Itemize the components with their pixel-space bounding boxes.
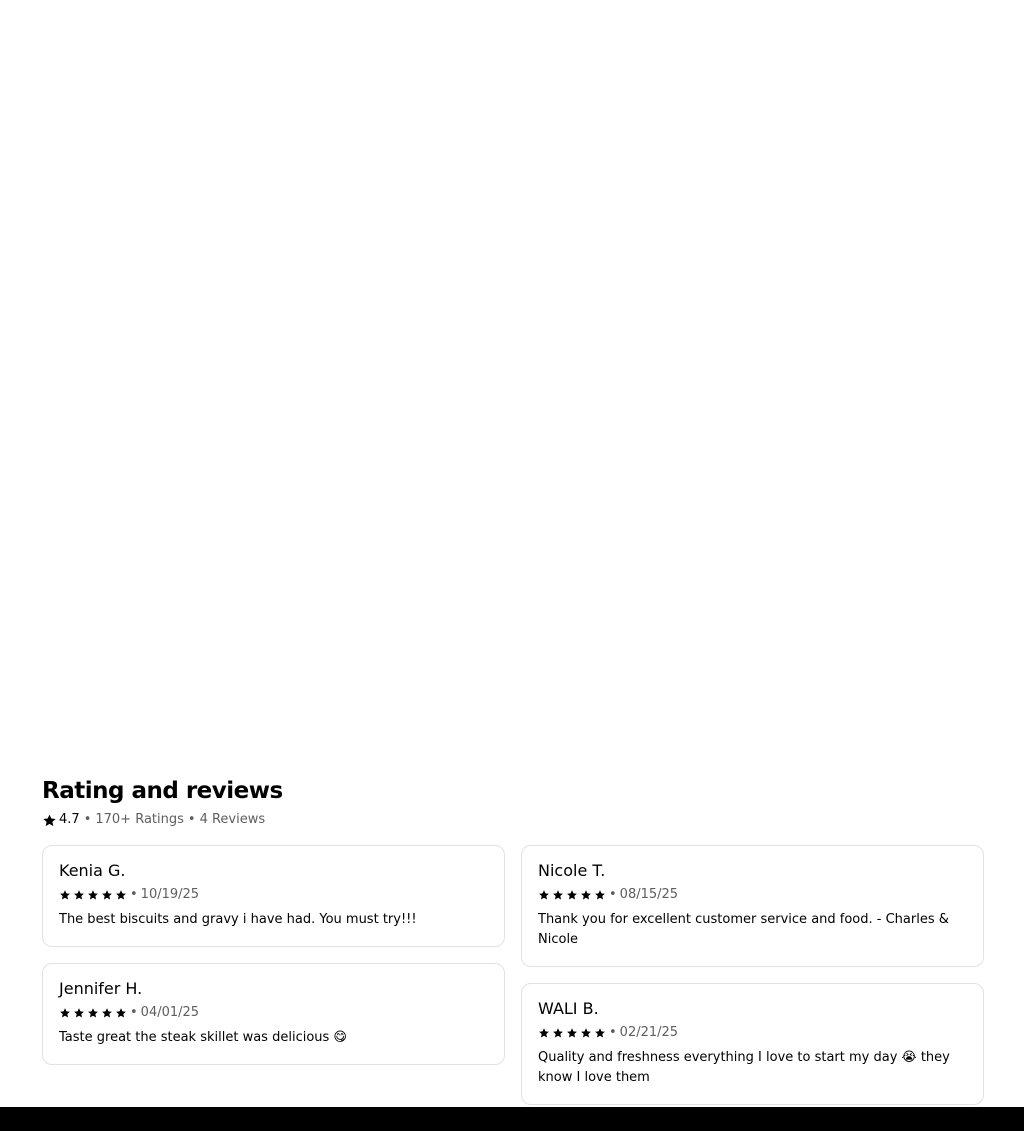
star-icon (538, 1027, 550, 1039)
star-icon (594, 889, 606, 901)
rating-summary (42, 811, 984, 829)
review-text: The best biscuits and gravy i have had. You must try!!! (59, 912, 417, 927)
review-text: Taste great the steak skillet was delicious 😋 (59, 1030, 347, 1045)
separator: • (83, 812, 92, 827)
review-meta (59, 886, 488, 904)
star-icon (59, 1007, 71, 1019)
star-icon (59, 889, 71, 901)
footer-bar (0, 1107, 1024, 1131)
reviewer-name: WALI B. (538, 999, 599, 1018)
star-icon (594, 1027, 606, 1039)
review-meta (538, 1024, 967, 1042)
separator: • (609, 887, 617, 902)
star-icon (73, 889, 85, 901)
star-icon (552, 1027, 564, 1039)
separator: • (609, 1025, 617, 1040)
reviews-column-right (521, 845, 984, 1105)
star-icon (115, 1007, 127, 1019)
review-card (521, 845, 984, 967)
reviewer-name: Nicole T. (538, 861, 606, 880)
star-icon (566, 1027, 578, 1039)
star-icon (580, 1027, 592, 1039)
star-rating (59, 889, 127, 901)
review-date: 04/01/25 (140, 1005, 200, 1020)
review-text: Quality and freshness everything I love to start my day 😭 they know I love them (538, 1050, 950, 1085)
ratings-count: 170+ Ratings (95, 812, 184, 827)
reviews-grid (42, 845, 984, 1105)
review-card (42, 845, 505, 947)
separator: • (130, 887, 138, 902)
star-icon (73, 1007, 85, 1019)
reviews-count: 4 Reviews (199, 812, 266, 827)
review-date: 10/19/25 (140, 887, 200, 902)
review-meta (538, 886, 967, 904)
star-rating (59, 1007, 127, 1019)
review-date: 08/15/25 (619, 887, 679, 902)
section-title: Rating and reviews (42, 778, 283, 804)
star-rating (538, 1027, 606, 1039)
review-text: Thank you for excellent customer service and food. - Charles & Nicole (538, 912, 949, 947)
reviewer-name: Kenia G. (59, 861, 126, 880)
review-meta (59, 1004, 488, 1022)
reviewer-name: Jennifer H. (59, 979, 143, 998)
reviews-column-left (42, 845, 505, 1105)
star-icon (101, 889, 113, 901)
star-icon (538, 889, 550, 901)
rating-value: 4.7 (59, 812, 80, 827)
star-icon (87, 1007, 99, 1019)
star-icon (42, 813, 57, 828)
review-card (521, 983, 984, 1105)
star-icon (552, 889, 564, 901)
review-date: 02/21/25 (619, 1025, 679, 1040)
star-icon (87, 889, 99, 901)
star-icon (115, 889, 127, 901)
star-icon (580, 889, 592, 901)
star-icon (566, 889, 578, 901)
separator: • (130, 1005, 138, 1020)
star-icon (101, 1007, 113, 1019)
review-card (42, 963, 505, 1065)
ratings-section (42, 775, 984, 1105)
separator: • (187, 812, 196, 827)
star-rating (538, 889, 606, 901)
